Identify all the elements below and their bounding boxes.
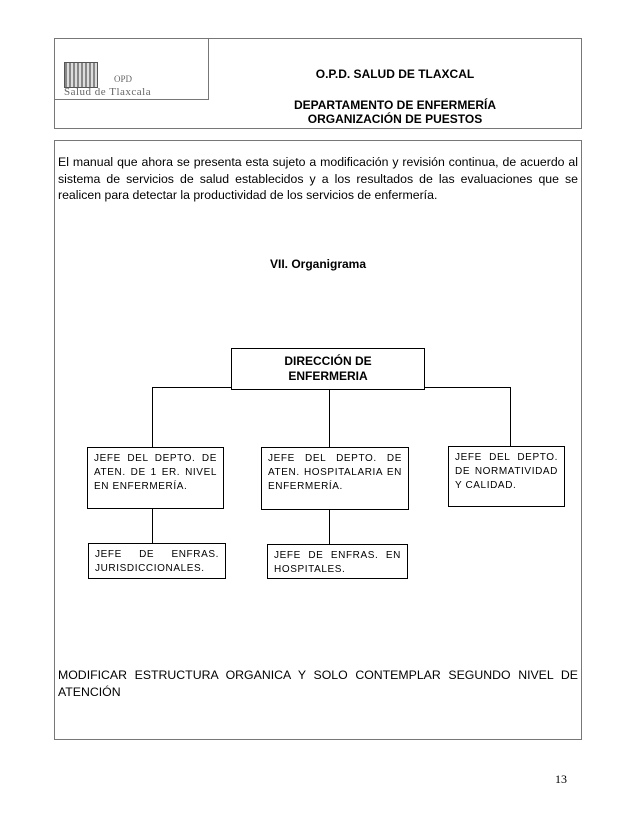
connector-vertical <box>329 510 330 544</box>
org-name: O.P.D. SALUD DE TLAXCAL <box>315 67 475 81</box>
page-subtitle: ORGANIZACIÓN DE PUESTOS <box>307 112 483 126</box>
org-box-primer-nivel: JEFE DEL DEPTO. DE ATEN. DE 1 ER. NIVEL EN ENFERMERÍA. <box>87 447 224 509</box>
section-title: VII. Organigrama <box>269 257 367 271</box>
connector-vertical <box>510 387 511 447</box>
department-name: DEPARTAMENTO DE ENFERMERÍA <box>293 98 496 112</box>
footer-note: MODIFICAR ESTRUCTURA ORGANICA Y SOLO CONTEMPLAR SEGUNDO NIVEL DE ATENCIÓN <box>58 668 578 699</box>
intro-paragraph: El manual que ahora se presenta esta sujeto a modificación y revisión continua, de acuerdo al sistema de servicios de salud establecidos y a los resultados de las evaluaciones que se realicen para detectar la productividad de los servicios de enfermería. <box>58 155 578 202</box>
org-box-direccion <box>231 348 425 390</box>
connector-vertical <box>329 387 330 447</box>
org-box-normatividad: JEFE DEL DEPTO. DE NORMATIVIDAD Y CALIDAD. <box>448 446 565 507</box>
page-number: 13 <box>555 772 567 786</box>
connector-vertical <box>152 509 153 543</box>
org-box-direccion-line2: ENFERMERIA <box>288 369 368 383</box>
org-box-jurisdiccionales: JEFE DE ENFRAS. JURISDICCIONALES. <box>88 543 226 579</box>
header-divider <box>54 99 209 100</box>
connector-vertical <box>152 387 153 447</box>
org-box-hospitales: JEFE DE ENFRAS. EN HOSPITALES. <box>267 544 408 579</box>
salud-tlaxcala-logo <box>64 62 204 96</box>
logo-name-text: Salud de Tlaxcala <box>64 86 152 98</box>
content-frame <box>54 140 582 740</box>
emblem-icon <box>64 62 98 88</box>
org-box-hospitalaria: JEFE DEL DEPTO. DE ATEN. HOSPITALARIA EN ENFERMERÍA. <box>261 447 409 510</box>
logo-opd-text: OPD <box>114 74 133 84</box>
org-box-direccion-line1: DIRECCIÓN DE <box>284 354 372 368</box>
